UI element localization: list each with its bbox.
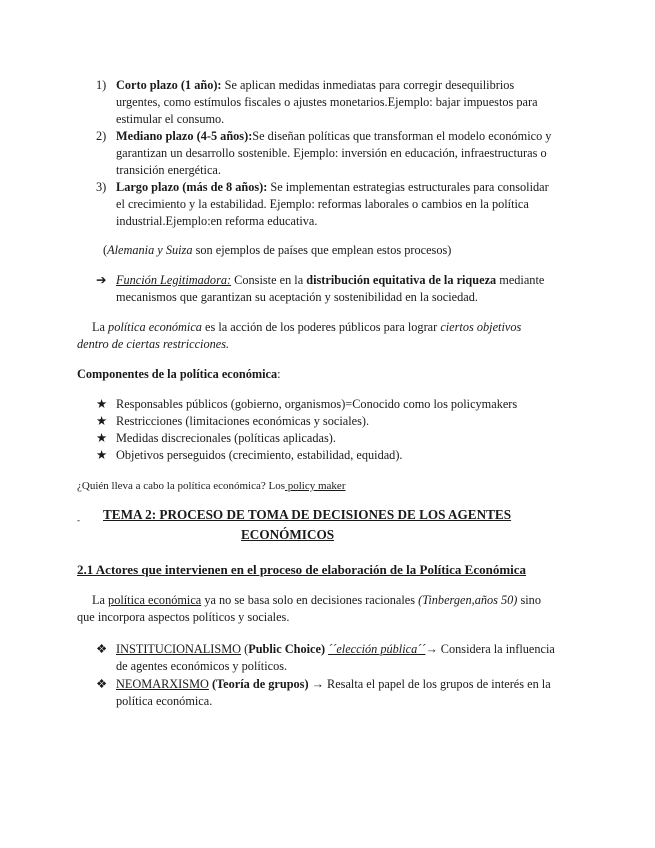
countries: Alemania y Suiza — [107, 243, 193, 257]
parrafo-line2: que incorpora aspectos políticos y sociales. — [77, 610, 290, 624]
teoria-bold: Public Choice) — [248, 642, 326, 656]
list-item — [96, 77, 106, 95]
star-icon: ★ — [96, 397, 108, 411]
funcion-post: mediante — [496, 273, 545, 287]
item-rest: Se aplican medidas inmediatas para corregir desequilibrios — [221, 78, 515, 92]
componentes-heading — [77, 366, 281, 384]
star-icon: ★ — [96, 414, 108, 428]
teoria-item — [116, 641, 555, 659]
item-number: 2) — [96, 129, 107, 143]
list-item-cont: urgentes, como estímulos fiscales o ajustes monetarios.Ejemplo: bajar impuestos para — [116, 95, 538, 109]
list-item: Responsables públicos (gobierno, organismos)=Conocido como los policymakers — [116, 397, 518, 411]
parrafo-line1 — [92, 592, 541, 610]
tema-title-line2: ECONÓMICOS — [241, 527, 335, 542]
item-bold: Corto plazo (1 año): — [116, 78, 222, 92]
teoria-post: → Considera la influencia — [425, 642, 555, 656]
pregunta — [77, 478, 345, 496]
funcion-cont: mecanismos que garantizan su aceptación y sostenibilidad en la sociedad. — [116, 290, 478, 304]
componentes-title: Componentes de la política económica — [77, 367, 278, 381]
def-italic1: política económica — [108, 320, 202, 334]
policy-maker-link[interactable]: policy maker — [285, 480, 346, 492]
list-item-cont: garantizan un desarrollo sostenible. Ejemplo: inversión en educación, infraestructuras o — [116, 146, 547, 160]
examples-rest: son ejemplos de países que emplean estos procesos) — [192, 243, 452, 257]
diamond-bullet-icon: ❖ — [96, 642, 108, 656]
teoria-item — [116, 676, 551, 694]
funcion-legitimadora — [116, 272, 544, 290]
list-item-cont: transición energética. — [116, 163, 221, 177]
def-italic2: ciertos objetivos — [440, 320, 522, 334]
par-pre: La — [92, 593, 109, 607]
teoria-post: → Resalta el papel de los grupos de interés en la — [308, 677, 551, 691]
par-underline: política económica — [108, 593, 202, 607]
diamond-bullet-icon: ❖ — [96, 677, 108, 691]
tema-title-line1: TEMA 2: PROCESO DE TOMA DE DECISIONES DE LOS AGENTES — [103, 507, 512, 522]
definicion-line2 — [77, 336, 229, 354]
item-rest: Se diseñan políticas que transforman el modelo económico y — [252, 129, 552, 143]
def-italic3: dentro de ciertas restricciones. — [77, 337, 230, 351]
par-italic: (Tinbergen,años 50) — [418, 593, 518, 607]
section-heading: 2.1 Actores que intervienen en el proceso de elaboración de la Política Económica — [77, 562, 527, 577]
list-item: Restricciones (limitaciones económicas y sociales). — [116, 414, 370, 428]
funcion-label: Función Legitimadora: — [116, 273, 232, 287]
item-rest: Se implementan estrategias estructurales para consolidar — [267, 180, 549, 194]
item-number: 1) — [96, 78, 107, 92]
star-icon: ★ — [96, 448, 108, 462]
teoria-mid: ( — [241, 642, 249, 656]
funcion-bold: distribución equitativa de la riqueza — [306, 273, 497, 287]
list-item: Medidas discrecionales (políticas aplicadas). — [116, 431, 336, 445]
star-icon: ★ — [96, 431, 108, 445]
arrow-icon: ➔ — [96, 273, 107, 287]
paren: ( — [103, 243, 108, 257]
item-number: 3) — [96, 180, 107, 194]
teoria-name: INSTITUCIONALISMO — [116, 642, 242, 656]
examples-note — [103, 242, 451, 260]
list-item-cont: el crecimiento y la estabilidad. Ejemplo: reformas laborales o cambios en la política — [116, 197, 529, 211]
teoria-cont: política económica. — [116, 694, 213, 708]
list-item-text — [116, 179, 549, 197]
teoria-name: NEOMARXISMO — [116, 677, 209, 691]
funcion-pre: Consiste en la — [231, 273, 307, 287]
par-post: sino — [517, 593, 541, 607]
item-bold: Mediano plazo (4-5 años): — [116, 129, 253, 143]
item-bold: Largo plazo (más de 8 años): — [116, 180, 268, 194]
par-mid: ya no se basa solo en decisiones racionales — [201, 593, 419, 607]
definicion-line1 — [92, 319, 521, 337]
colon: : — [277, 367, 281, 381]
list-item: Objetivos perseguidos (crecimiento, estabilidad, equidad). — [116, 448, 403, 462]
pregunta-text: ¿Quién lleva a cabo la política económica? Los — [77, 480, 285, 492]
list-item-text — [116, 77, 514, 95]
def-mid: es la acción de los poderes públicos para lograr — [201, 320, 441, 334]
list-item-text — [116, 128, 551, 146]
list-item-cont: industrial.Ejemplo:en reforma educativa. — [116, 214, 318, 228]
def-pre: La — [92, 320, 109, 334]
teoria-italic: ´´elección pública´´ — [328, 642, 426, 656]
teoria-cont: de agentes económicos y políticos. — [116, 659, 288, 673]
list-item-cont: estimular el consumo. — [116, 112, 225, 126]
bullet-marker: - — [77, 515, 80, 525]
teoria-bold: (Teoría de grupos) — [212, 677, 309, 691]
